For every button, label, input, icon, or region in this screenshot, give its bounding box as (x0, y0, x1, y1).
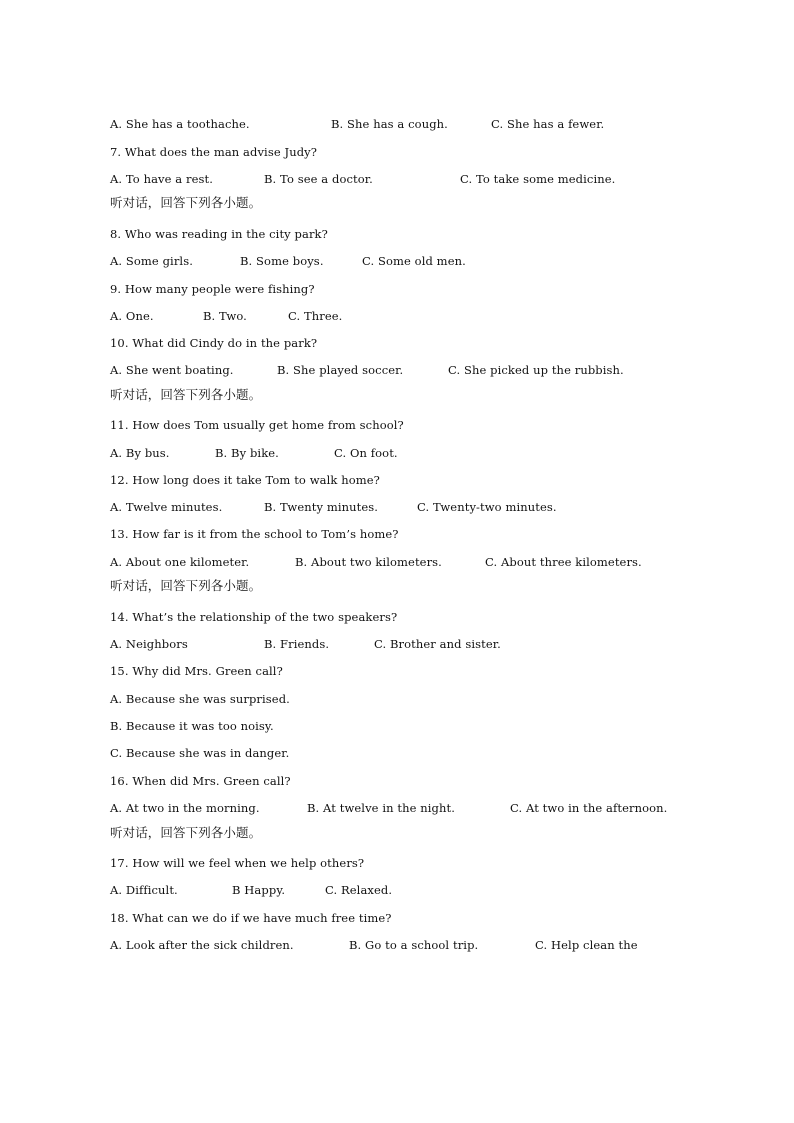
q17-option-a: A. Difficult. (110, 883, 178, 897)
q15-option-c: C. Because she was in danger. (110, 746, 290, 760)
q11-option-a: A. By bus. (110, 446, 170, 460)
q18-option-b: B. Go to a school trip. (349, 938, 479, 952)
q12-question: 12. How long does it take Tom to walk home? (110, 473, 380, 487)
q13-question: 13. How far is it from the school to Tom’s home? (110, 527, 399, 541)
q14-option-c: C. Brother and sister. (374, 637, 501, 651)
q16-option-c: C. At two in the afternoon. (510, 801, 668, 815)
q16-question: 16. When did Mrs. Green call? (110, 774, 291, 788)
q7-option-b: B. To see a doctor. (264, 172, 373, 186)
q17-question: 17. How will we feel when we help others? (110, 856, 365, 870)
q10-option-b: B. She played soccer. (277, 363, 404, 377)
q8-option-b: B. Some boys. (240, 254, 324, 268)
q16-option-a: A. At two in the morning. (110, 801, 260, 815)
q18-option-c: C. Help clean the (535, 938, 638, 952)
q8-option-a: A. Some girls. (110, 254, 193, 268)
q7-option-a: A. To have a rest. (110, 172, 213, 186)
q11-question: 11. How does Tom usually get home from school? (110, 418, 404, 432)
q17-option-c: C. Relaxed. (325, 883, 393, 897)
q18-option-a: A. Look after the sick children. (110, 938, 294, 952)
q7-option-c: C. To take some medicine. (460, 172, 616, 186)
section-instruction: 听对话，回答下列各小题。 (110, 195, 262, 210)
q10-question: 10. What did Cindy do in the park? (110, 336, 318, 350)
q6-option-a: A. She has a toothache. (110, 117, 250, 131)
q15-question: 15. Why did Mrs. Green call? (110, 664, 283, 678)
q14-option-b: B. Friends. (264, 637, 330, 651)
q6-option-b: B. She has a cough. (331, 117, 448, 131)
q9-question: 9. How many people were fishing? (110, 282, 315, 296)
q12-option-a: A. Twelve minutes. (110, 500, 223, 514)
q7-question: 7. What does the man advise Judy? (110, 145, 318, 159)
q16-option-b: B. At twelve in the night. (307, 801, 456, 815)
q13-option-a: A. About one kilometer. (110, 555, 250, 569)
q9-option-c: C. Three. (288, 309, 343, 323)
q15-option-b: B. Because it was too noisy. (110, 719, 274, 733)
q9-option-b: B. Two. (203, 309, 247, 323)
section-instruction: 听对话，回答下列各小题。 (110, 825, 262, 840)
q12-option-b: B. Twenty minutes. (264, 500, 379, 514)
section-instruction: 听对话，回答下列各小题。 (110, 578, 262, 593)
q11-option-c: C. On foot. (334, 446, 398, 460)
q6-option-c: C. She has a fewer. (491, 117, 605, 131)
q18-question: 18. What can we do if we have much free time? (110, 911, 392, 925)
q13-option-b: B. About two kilometers. (295, 555, 442, 569)
q14-option-a: A. Neighbors (110, 637, 188, 651)
section-instruction: 听对话，回答下列各小题。 (110, 387, 262, 402)
q12-option-c: C. Twenty-two minutes. (417, 500, 557, 514)
q11-option-b: B. By bike. (215, 446, 279, 460)
q15-option-a: A. Because she was surprised. (110, 692, 290, 706)
q10-option-c: C. She picked up the rubbish. (448, 363, 624, 377)
q18-options (110, 938, 638, 1008)
q13-option-c: C. About three kilometers. (485, 555, 642, 569)
q9-option-a: A. One. (110, 309, 154, 323)
q8-option-c: C. Some old men. (362, 254, 466, 268)
q17-option-b: B Happy. (232, 883, 286, 897)
q8-question: 8. Who was reading in the city park? (110, 227, 328, 241)
q10-option-a: A. She went boating. (110, 363, 234, 377)
q14-question: 14. What’s the relationship of the two speakers? (110, 610, 398, 624)
